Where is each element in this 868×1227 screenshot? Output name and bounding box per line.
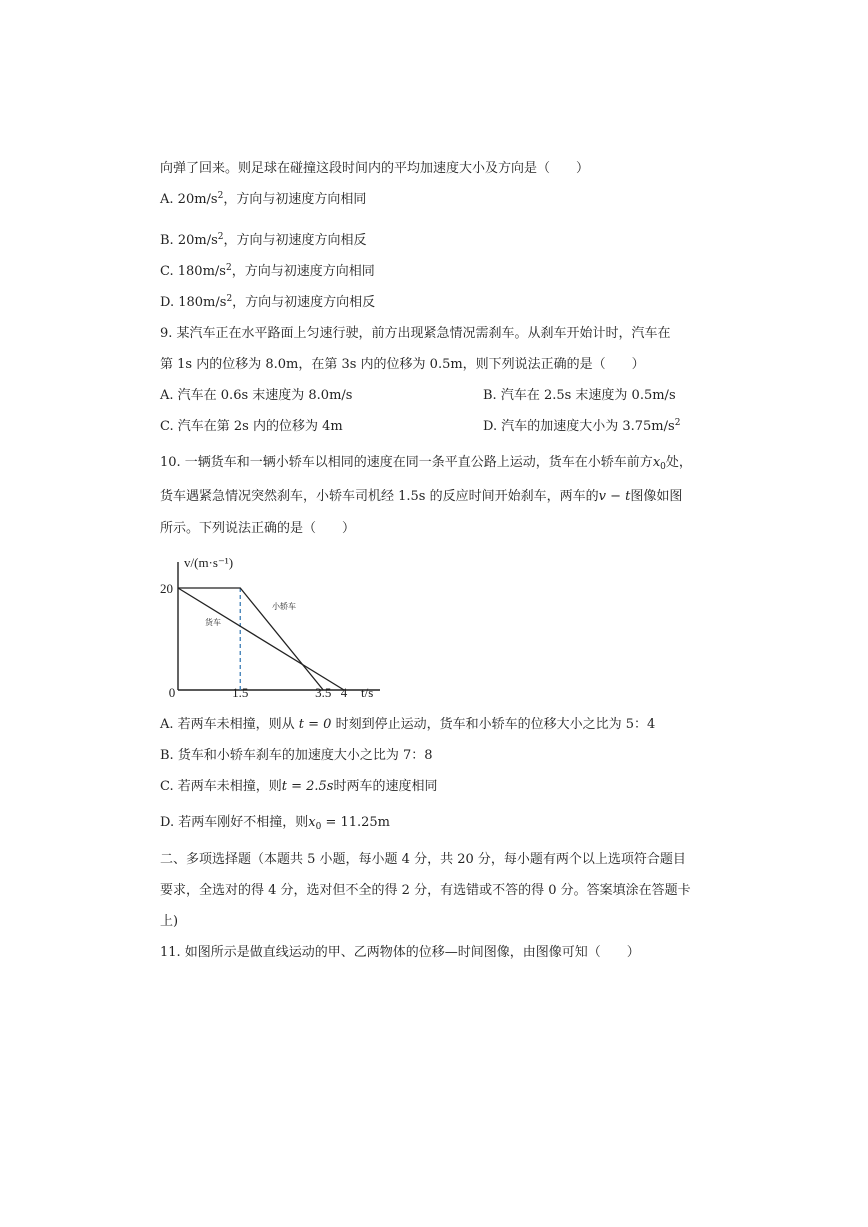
- q10-option-c-pre: C. 若两车未相撞，则: [160, 779, 282, 794]
- q10-line1-pre: 10. 一辆货车和一辆小轿车以相同的速度在同一条平直公路上运动，货车在小轿车前方: [160, 455, 653, 470]
- y-tick-label-20: 20: [160, 581, 173, 596]
- q9-option-d: [483, 418, 680, 436]
- x-tick-label-1: 1.5: [232, 685, 249, 700]
- q8-option-a: [160, 191, 366, 209]
- q10-stem-line3: 所示。下列说法正确的是（ ）: [160, 521, 356, 536]
- series-line-1: [178, 588, 344, 690]
- section2-heading-line2: 要求，全选对的得 4 分，选对但不全的得 2 分，有选错或不答的得 0 分。答案填涂在答题卡: [160, 883, 691, 898]
- q9-option-d-sup: 2: [674, 418, 681, 428]
- q10-line1-var: x: [652, 455, 661, 470]
- q10-option-a-var: t = 0: [298, 717, 332, 732]
- q10-line1-post: 处，: [665, 455, 692, 470]
- x-tick-label-3: 4: [340, 685, 348, 700]
- q8-option-a-value: 20m/s: [177, 192, 218, 207]
- q9-option-c: C. 汽车在第 2s 内的位移为 4m: [160, 419, 343, 434]
- q8-option-d-text: ，方向与初速度方向相反: [232, 295, 376, 310]
- q8-option-c: [160, 263, 375, 281]
- q9-stem-line1: 9. 某汽车正在水平路面上匀速行驶，前方出现紧急情况需刹车。从刹车开始计时，汽车在: [160, 326, 671, 341]
- section2-heading-line3: 上): [160, 914, 179, 929]
- series-label-truck: 货车: [205, 618, 221, 627]
- q10-stem-line1: [160, 454, 692, 472]
- q10-stem-line2: [160, 488, 682, 506]
- q10-option-a-post: 时刻到停止运动，货车和小轿车的位移大小之比为 5：4: [335, 717, 656, 732]
- q8-option-c-label: C.: [160, 264, 174, 279]
- vt-chart: [150, 552, 400, 702]
- q8-option-c-value: 180m/s: [177, 264, 226, 279]
- q10-option-d-pre: D. 若两车刚好不相撞，则: [160, 815, 309, 830]
- q9-stem-line2: 第 1s 内的位移为 8.0m，在第 3s 内的位移为 0.5m，则下列说法正确的是（ ）: [160, 357, 645, 372]
- q8-option-d-value: 180m/s: [178, 295, 227, 310]
- q8-stem-tail: 向弹了回来。则足球在碰撞这段时间内的平均加速度大小及方向是（ ）: [160, 161, 590, 176]
- q10-option-d-post: = 11.25m: [321, 815, 391, 830]
- q9-option-d-text: D. 汽车的加速度大小为 3.75m/s: [483, 419, 675, 434]
- q8-option-b-label: B.: [160, 233, 174, 248]
- q10-line1-sub: 0: [660, 462, 666, 472]
- q10-line2-pre: 货车遇紧急情况突然刹车，小轿车司机经 1.5s 的反应时间开始刹车，两车的: [160, 489, 599, 504]
- q8-option-a-sup: 2: [217, 191, 224, 201]
- q10-option-d-var: x: [308, 815, 316, 830]
- q10-option-c: [160, 778, 438, 796]
- q9-option-b: B. 汽车在 2.5s 末速度为 0.5m/s: [483, 388, 676, 403]
- q10-line2-var: v − t: [598, 489, 631, 504]
- q8-option-d: [160, 294, 375, 312]
- q10-option-d-sub: 0: [315, 822, 322, 832]
- q10-option-c-post: 时两车的速度相同: [333, 779, 438, 794]
- series-label-car: 小轿车: [272, 602, 296, 611]
- series-line-0: [178, 588, 323, 690]
- q10-option-a: [160, 716, 655, 734]
- q10-option-a-pre: A. 若两车未相撞，则从: [160, 717, 295, 732]
- q8-option-c-text: ，方向与初速度方向相同: [231, 264, 375, 279]
- q8-option-c-sup: 2: [225, 263, 232, 273]
- q8-option-b-sup: 2: [217, 232, 224, 242]
- x-tick-label-2: 3.5: [315, 685, 332, 700]
- q8-option-d-sup: 2: [226, 294, 233, 304]
- q10-option-b: B. 货车和小轿车刹车的加速度大小之比为 7：8: [160, 748, 433, 763]
- x-tick-label-0: 0: [168, 685, 176, 700]
- section2-heading-line1: 二、多项选择题（本题共 5 小题，每小题 4 分，共 20 分，每小题有两个以上选项符合题目: [160, 852, 686, 867]
- q8-option-d-label: D.: [160, 295, 175, 310]
- q9-option-a: A. 汽车在 0.6s 末速度为 8.0m/s: [160, 388, 353, 403]
- q10-line2-post: 图像如图: [630, 489, 683, 504]
- q8-option-b-value: 20m/s: [177, 233, 218, 248]
- x-axis-label: t/s: [361, 685, 374, 700]
- q8-option-a-text: ，方向与初速度方向相同: [223, 192, 367, 207]
- q8-option-a-label: A.: [160, 192, 174, 207]
- q10-option-d: [160, 814, 390, 832]
- q11-stem: 11. 如图所示是做直线运动的甲、乙两物体的位移—时间图像，由图像可知（ ）: [160, 945, 640, 960]
- q8-option-b: [160, 232, 367, 250]
- y-axis-label: v/(m·s⁻¹): [184, 555, 234, 570]
- q8-option-b-text: ，方向与初速度方向相反: [223, 233, 367, 248]
- q10-option-c-var: t = 2.5s: [281, 779, 334, 794]
